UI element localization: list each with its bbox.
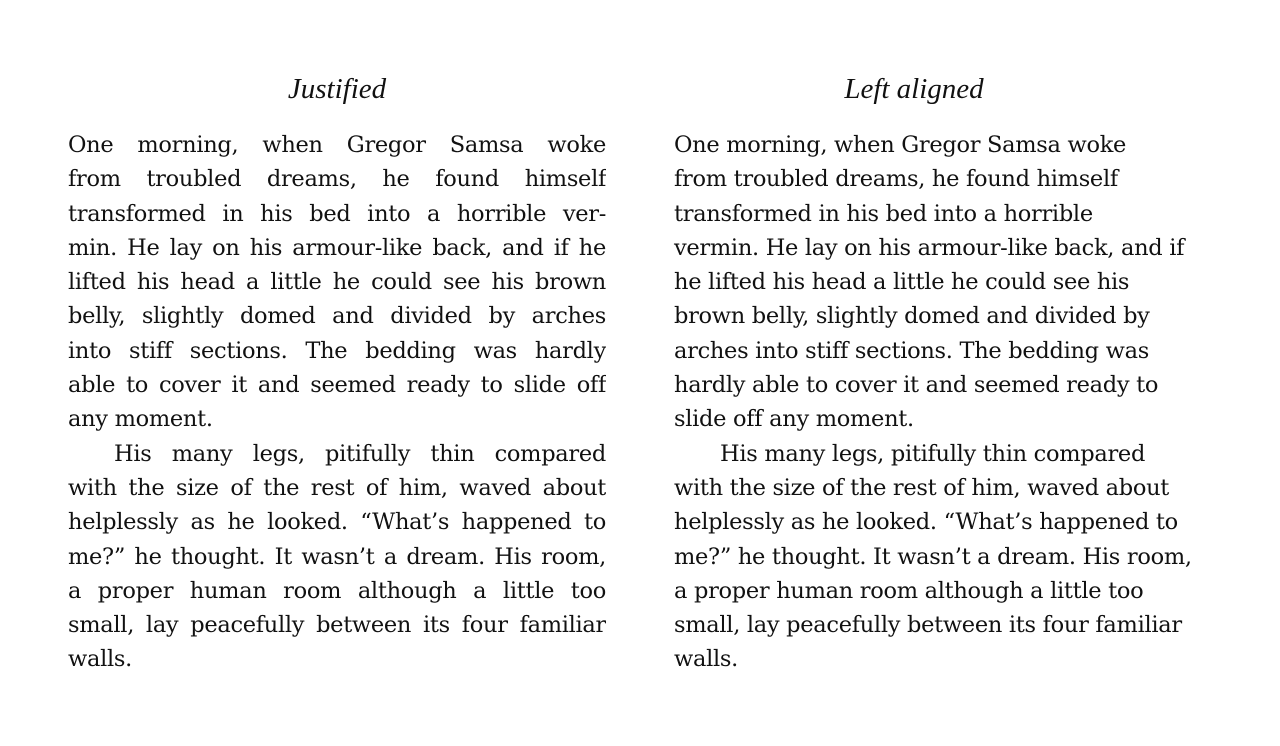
text-line: small, lay peacefully between its four familiar [674,612,1182,639]
text-line: me?” he thought. It wasn’t a dream. His room, [674,543,1192,570]
text-line: helplessly as he looked. “What’s happened to [674,509,1178,536]
text-line: walls. [68,646,132,673]
text-line: lifted his head a little he could see his brown [68,269,606,296]
text-line: he lifted his head a little he could see his [674,269,1130,296]
text-line: me?” he thought. It wasn’t a dream. His room, [68,543,606,570]
text-line: able to cover it and seemed ready to slide off [68,372,606,399]
text-line: slide off any moment. [674,406,914,433]
text-line: belly, slightly domed and divided by arches [68,303,606,330]
text-line: from troubled dreams, he found himself [674,166,1118,193]
justified-paragraph-2 [68,437,606,677]
text-line: a proper human room although a little too [674,577,1144,604]
left-aligned-paragraph-2 [674,437,1214,677]
text-line: small, lay peacefully between its four familiar [68,612,606,639]
text-line: a proper human room although a little too [68,577,606,604]
justified-paragraph-1 [68,128,606,437]
text-line: into stiff sections. The bedding was hardly [68,337,606,364]
left-aligned-column [674,70,1214,677]
text-line: One morning, when Gregor Samsa woke [674,132,1127,158]
justified-column [68,70,606,677]
text-line: His many legs, pitifully thin compared [720,440,1146,467]
left-aligned-heading: Left aligned [844,73,984,105]
text-line: with the size of the rest of him, waved about [674,474,1170,501]
text-line: transformed in his bed into a horrible ver- [68,200,606,227]
left-aligned-paragraph-1 [674,128,1214,437]
text-line: hardly able to cover it and seemed ready to [674,372,1159,399]
text-line: min. He lay on his armour-like back, and if he [68,234,606,261]
text-line: vermin. He lay on his armour-like back, and if [674,234,1185,261]
text-line: brown belly, slightly domed and divided by [674,303,1150,330]
text-line: walls. [674,646,738,673]
text-line: any moment. [68,406,213,433]
text-line: One morning, when Gregor Samsa woke [68,132,606,158]
justified-heading: Justified [287,73,387,105]
text-line: helplessly as he looked. “What’s happened to [68,509,606,536]
text-line: arches into stiff sections. The bedding was [674,337,1149,364]
text-line: from troubled dreams, he found himself [68,166,606,193]
text-line: transformed in his bed into a horrible [674,200,1093,227]
text-line: His many legs, pitifully thin compared [114,440,606,467]
text-line: with the size of the rest of him, waved about [68,474,606,501]
